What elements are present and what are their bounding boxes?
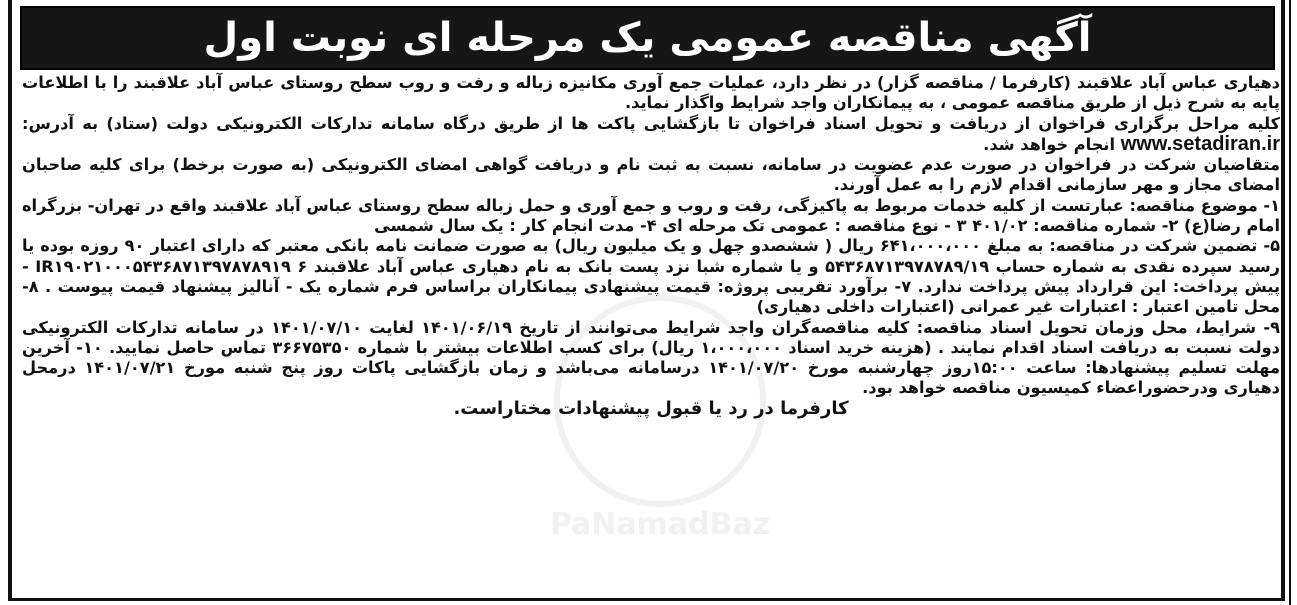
stages-text-after: انجام خواهد شد. (983, 134, 1116, 154)
item8-text: اعتبارات غیر عمرانی (اعتبارات داخلی دهیاری) (756, 297, 1127, 317)
intro-text: دهیاری عباس آباد علاقبند (کارفرما / مناقصه گزار) در نظر دارد، عملیات جمع آوری مکانیزه زباله و رفت و روب سطح روستای عباس آباد علاقبند را با اطلاعات پایه به شرح ذیل از طریق مناقصه عمومی ، به پیمانکاران واجد شرایط واگذار نماید. (22, 73, 1280, 113)
notice-title: آگهی مناقصه عمومی یک مرحله ای نوبت اول (203, 15, 1092, 61)
item3-heading: ۳ - نوع مناقصه : (834, 216, 967, 236)
final-statement: کارفرما در رد یا قبول پیشنهادات مختاراست. (453, 397, 849, 419)
adjacent-column-border (1289, 0, 1297, 605)
intro-paragraph (22, 73, 1280, 114)
item5-text: به مبلغ ۶۴۱،۰۰۰،۰۰۰ ریال ( ششصدو چهل و یک میلیون ریال) به صورت ضمانت نامه بانکی معتبر که دارای اعتبار ۹۰ روزه بوده یا رسید سپرده نقدی به شماره حساب ۵۴۳۶۸۷۱۳۹۷۸۷۸۹/۱۹ و یا شماره شبا نزد پست بانک به نام دهیاری عباس آباد علاقبند IR۱۹۰۲۱۰۰۰۵۴۳۶۸۷۱۳۹۷۸۷۸۹۱۹ (22, 236, 1280, 276)
registration-paragraph (22, 155, 1280, 196)
item6-text: این قرارداد پیش پرداخت ندارد. (917, 276, 1167, 296)
item7-heading: ۷- برآورد تقریبی پروژه: (717, 276, 912, 296)
setad-website-link[interactable]: www.setadiran.ir (1120, 132, 1280, 155)
item4-heading: ۴- مدت انجام کار : (509, 216, 657, 236)
item7-text: قیمت پیشنهادی پیمانکاران براساس فرم شماره یک - آنالیز پیشنهاد قیمت پیوست . (45, 276, 712, 296)
item8-heading: ۸- محل تامین اعتبار : (22, 276, 1280, 317)
item9-heading: ۹- شرایط، محل وزمان تحویل اسناد مناقصه: (916, 317, 1281, 337)
item2-text: ۴۰۱/۰۲ (972, 216, 1028, 236)
item2-heading: ۲- شماره مناقصه: (1033, 216, 1179, 236)
items-1-4-paragraph (22, 196, 1280, 237)
stages-paragraph (22, 114, 1280, 156)
item3-text: عمومی تک مرحله ای (662, 216, 829, 236)
watermark-text: PaNamadBaz (549, 507, 771, 542)
item5-heading: ۵- تضمین شرکت در مناقصه: (1049, 236, 1281, 256)
registration-text: متقاضیان شرکت در فراخوان در صورت عدم عضویت در سامانه، نسبت به ثبت نام و دریافت گواهی امضای الکترونیکی (به صورت برخط) برای کلیه صاحبان امضای مجاز و مهر سازمانی اقدام لازم را به عمل آورند. (22, 155, 1280, 195)
item10-heading: ۱۰- آخرین مهلت تسلیم پیشنهادها: (22, 337, 1281, 378)
item6-heading: ۶ - پیش پرداخت: (22, 256, 1281, 296)
item1-heading: ۱- موضوع مناقصه: (1129, 195, 1280, 215)
title-banner (20, 6, 1275, 70)
notice-body (22, 73, 1280, 419)
items-5-8-paragraph (22, 236, 1280, 317)
item1-text: عبارتست از کلیه خدمات مربوط به پاکیزگی، رفت و روب و جمع آوری و حمل زباله سطح روستای عباس آباد علاقبند واقع در تهران- بزرگراه امام رضا(ع) (22, 195, 1280, 236)
items-9-10-paragraph (22, 318, 1280, 399)
item10-text: ساعت ۱۵:۰۰روز چهارشنبه مورخ ۱۴۰۱/۰۷/۲۰ درسامانه می‌باشد و زمان بازگشایی پاکات روز پنج شنبه مورخ ۱۴۰۱/۰۷/۲۱ درمحل دهیاری ودرحضوراعضاء کمیسیون مناقصه خواهد بود. (22, 358, 1280, 398)
item9-text: کلیه مناقصه‌گران واجد شرایط می‌توانند از تاریخ ۱۴۰۱/۰۶/۱۹ لغایت ۱۴۰۱/۰۷/۱۰ در سامانه تدارکات الکترونیکی دولت نسبت به دریافت اسناد اقدام نمایند . (هزینه خرید اسناد ۱،۰۰۰،۰۰۰ ریال) برای کسب اطلاعات بیشتر با شماره ۳۶۶۷۵۳۵۰ تماس حاصل نمایید. (22, 317, 1280, 357)
stages-text-before: کلیه مراحل برگزاری فراخوان از دریافت و تحویل اسناد فراخوان تا بازگشایی پاکت ها از طریق درگاه سامانه تدارکات الکترونیکی دولت (ستاد) به آدرس: (22, 113, 1280, 133)
item4-text: یک سال شمسی (374, 216, 504, 236)
